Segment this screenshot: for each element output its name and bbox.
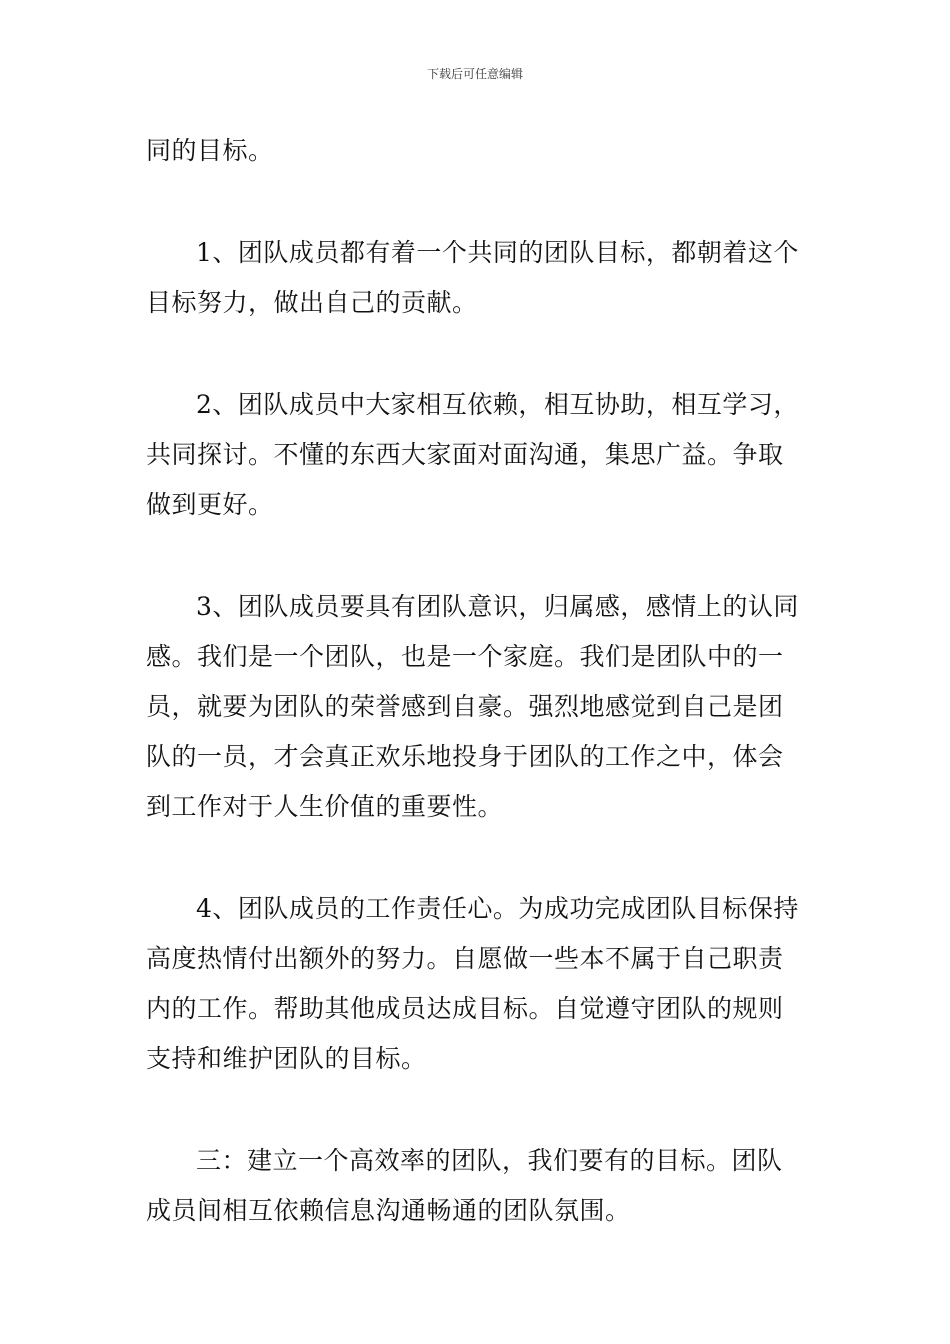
paragraph-gap — [146, 1084, 810, 1136]
text-line: 感。我们是一个团队，也是一个家庭。我们是团队中的一 — [146, 642, 784, 671]
text-line: 支持和维护团队的目标。 — [146, 1044, 427, 1073]
text-line: 成员间相互依赖信息沟通畅通的团队氛围。 — [146, 1196, 631, 1225]
text-line: 到工作对于人生价值的重要性。 — [146, 792, 504, 821]
document-body — [146, 126, 810, 1236]
page-header: 下载后可任意编辑 — [426, 67, 523, 81]
paragraph — [146, 582, 810, 832]
text-line: 共同探讨。不懂的东西大家面对面沟通，集思广益。争取 — [146, 440, 784, 469]
text-line: 做到更好。 — [146, 490, 274, 519]
text-line: 目标努力，做出自己的贡献。 — [146, 288, 478, 317]
paragraph-gap — [146, 176, 810, 228]
text-line: 2、团队成员中大家相互依赖，相互协助，相互学习， — [196, 390, 799, 419]
text-line: 同的目标。 — [146, 136, 274, 165]
text-line: 三：建立一个高效率的团队，我们要有的目标。团队 — [196, 1146, 783, 1175]
text-line: 4、团队成员的工作责任心。为成功完成团队目标保持 — [196, 894, 799, 923]
paragraph-gap — [146, 832, 810, 884]
paragraph — [146, 126, 810, 176]
text-line: 员，就要为团队的荣誉感到自豪。强烈地感觉到自己是团 — [146, 692, 784, 721]
paragraph — [146, 380, 810, 530]
paragraph — [146, 884, 810, 1084]
text-line: 队的一员，才会真正欢乐地投身于团队的工作之中，体会 — [146, 742, 784, 771]
text-line: 1、团队成员都有着一个共同的团队目标，都朝着这个 — [196, 238, 799, 267]
paragraph — [146, 228, 810, 328]
text-line: 内的工作。帮助其他成员达成目标。自觉遵守团队的规则 — [146, 994, 784, 1023]
paragraph — [146, 1136, 810, 1236]
text-line: 高度热情付出额外的努力。自愿做一些本不属于自己职责 — [146, 944, 784, 973]
text-line: 3、团队成员要具有团队意识，归属感，感情上的认同 — [196, 592, 799, 621]
paragraph-gap — [146, 530, 810, 582]
paragraph-gap — [146, 328, 810, 380]
